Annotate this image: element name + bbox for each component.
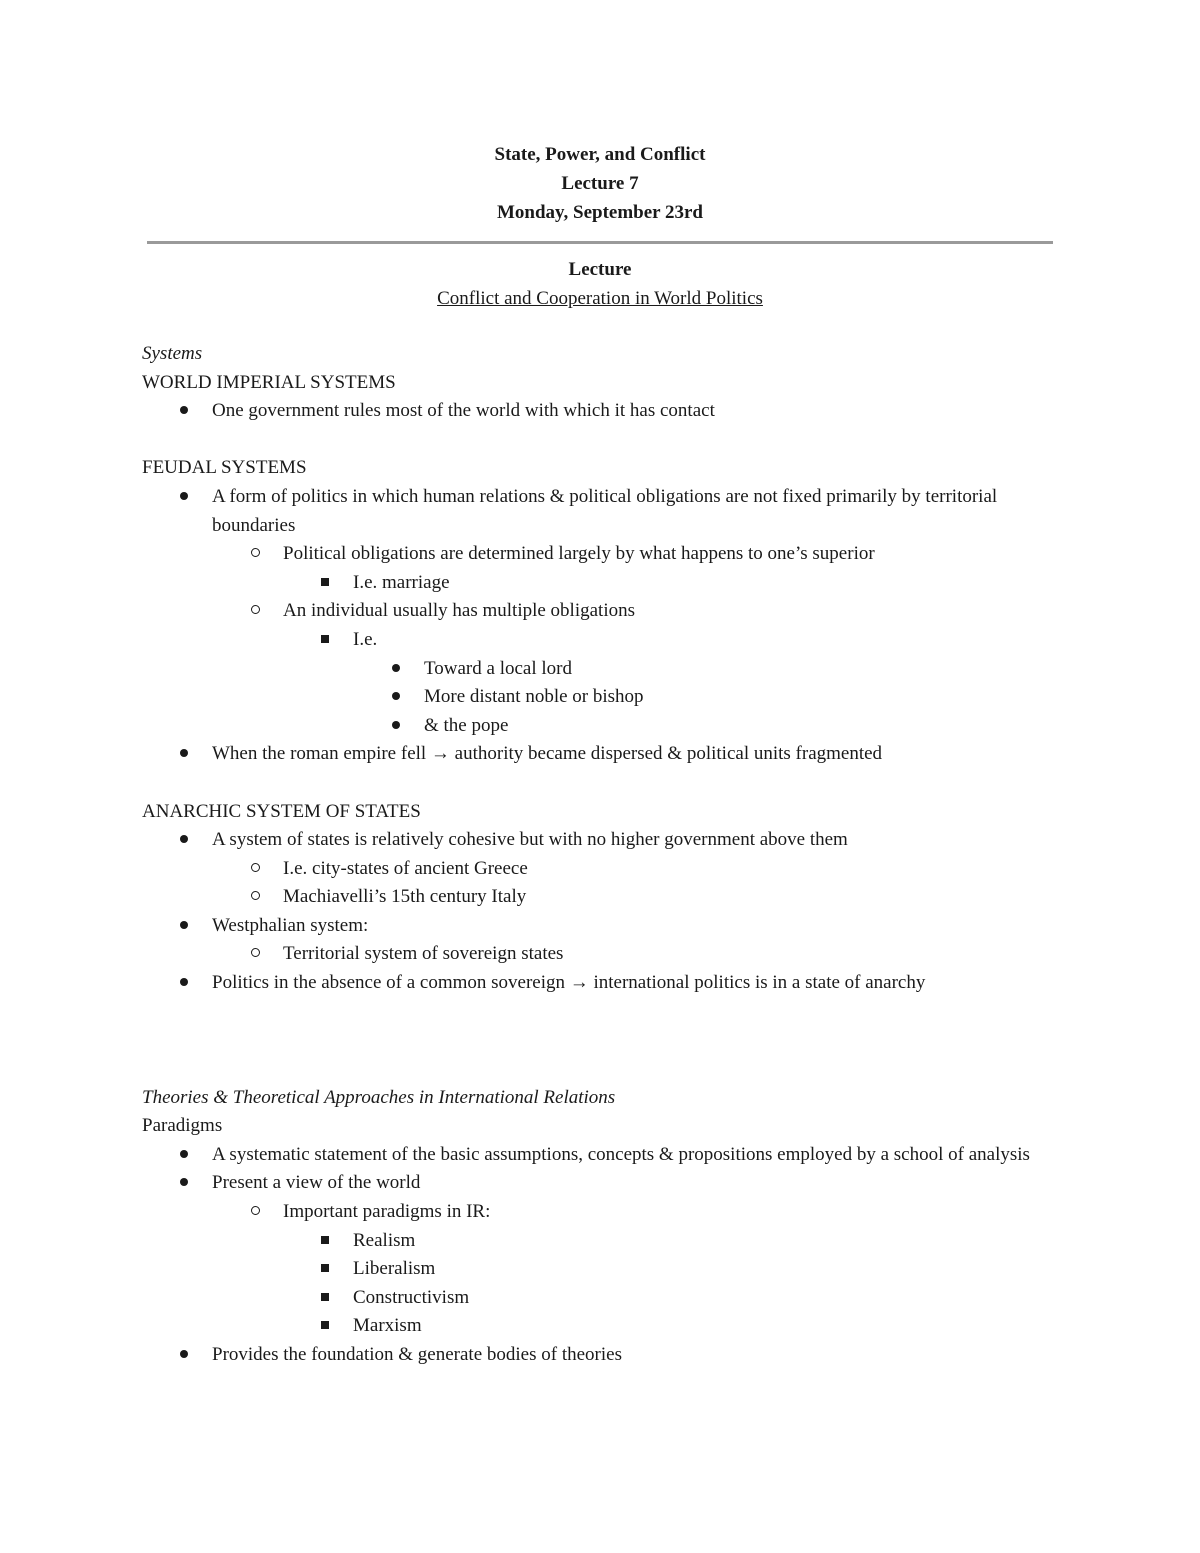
list-item: Constructivism (142, 1284, 1062, 1313)
list-item: & the pope (142, 712, 1062, 741)
bullet-circle-icon (245, 883, 265, 912)
subheading-world-imperial: WORLD IMPERIAL SYSTEMS (142, 371, 396, 393)
list-item: I.e. (142, 626, 1062, 655)
bullet-dot-icon (174, 1341, 194, 1370)
section-heading-systems: Systems (142, 343, 203, 364)
list-item: One government rules most of the world with which it has contact (142, 397, 1062, 426)
list-item: Important paradigms in IR: (142, 1198, 1062, 1227)
bullet-dot-icon (174, 397, 194, 426)
document-header (0, 140, 1200, 227)
list-item: I.e. city-states of ancient Greece (142, 855, 1062, 884)
bullet-dot-icon (174, 826, 194, 855)
notes-body (142, 340, 1062, 1370)
subheading-paradigms: Paradigms (142, 1115, 223, 1137)
bullet-square-icon (315, 1312, 335, 1341)
bullet-square-icon (315, 1284, 335, 1313)
bullet-square-icon (315, 569, 335, 598)
lecture-date: Monday, September 23rd (496, 202, 703, 223)
list-item: A system of states is relatively cohesive but with no higher government above them (142, 826, 1062, 855)
list-item: A systematic statement of the basic assumptions, concepts & propositions employed by a school of analysis (142, 1141, 1062, 1170)
bullet-circle-icon (245, 540, 265, 569)
list-item: I.e. marriage (142, 569, 1062, 598)
list-item: Provides the foundation & generate bodies of theories (142, 1341, 1062, 1370)
bullet-square-icon (315, 626, 335, 655)
bullet-dot-icon (386, 712, 406, 741)
list-item: Toward a local lord (142, 655, 1062, 684)
lecture-number: Lecture 7 (561, 173, 639, 194)
bullet-square-icon (315, 1227, 335, 1256)
list-item: Present a view of the world (142, 1169, 1062, 1198)
subheading-anarchic: ANARCHIC SYSTEM OF STATES (142, 800, 421, 822)
lecture-heading: Lecture (568, 259, 632, 280)
list-item: Realism (142, 1227, 1062, 1256)
list-item: An individual usually has multiple obligations (142, 597, 1062, 626)
bullet-dot-icon (386, 655, 406, 684)
list-item: Machiavelli’s 15th century Italy (142, 883, 1062, 912)
list-item: Marxism (142, 1312, 1062, 1341)
lecture-title: Conflict and Cooperation in World Politics (437, 288, 763, 309)
bullet-circle-icon (245, 855, 265, 884)
bullet-dot-icon (174, 740, 194, 769)
list-item: Westphalian system: (142, 912, 1062, 941)
bullet-dot-icon (174, 483, 194, 512)
bullet-dot-icon (174, 1141, 194, 1170)
bullet-circle-icon (245, 597, 265, 626)
list-item: Political obligations are determined largely by what happens to one’s superior (142, 540, 1062, 569)
list-item: Liberalism (142, 1255, 1062, 1284)
bullet-circle-icon (245, 940, 265, 969)
bullet-square-icon (315, 1255, 335, 1284)
list-item: Politics in the absence of a common sovereign → international politics is in a state of anarchy (142, 969, 1062, 998)
list-item: Territorial system of sovereign states (142, 940, 1062, 969)
subheading-feudal: FEUDAL SYSTEMS (142, 457, 307, 479)
course-title: State, Power, and Conflict (494, 144, 706, 165)
lecture-heading-block (0, 255, 1200, 313)
bullet-dot-icon (174, 912, 194, 941)
bullet-dot-icon (386, 683, 406, 712)
list-item: More distant noble or bishop (142, 683, 1062, 712)
bullet-dot-icon (174, 969, 194, 998)
horizontal-divider (147, 241, 1053, 244)
list-item: When the roman empire fell → authority became dispersed & political units fragmented (142, 740, 1062, 769)
section-heading-theories: Theories & Theoretical Approaches in International Relations (142, 1086, 616, 1108)
bullet-circle-icon (245, 1198, 265, 1227)
bullet-dot-icon (174, 1169, 194, 1198)
list-item: A form of politics in which human relations & political obligations are not fixed primarily by territorial boundaries (142, 483, 1062, 540)
